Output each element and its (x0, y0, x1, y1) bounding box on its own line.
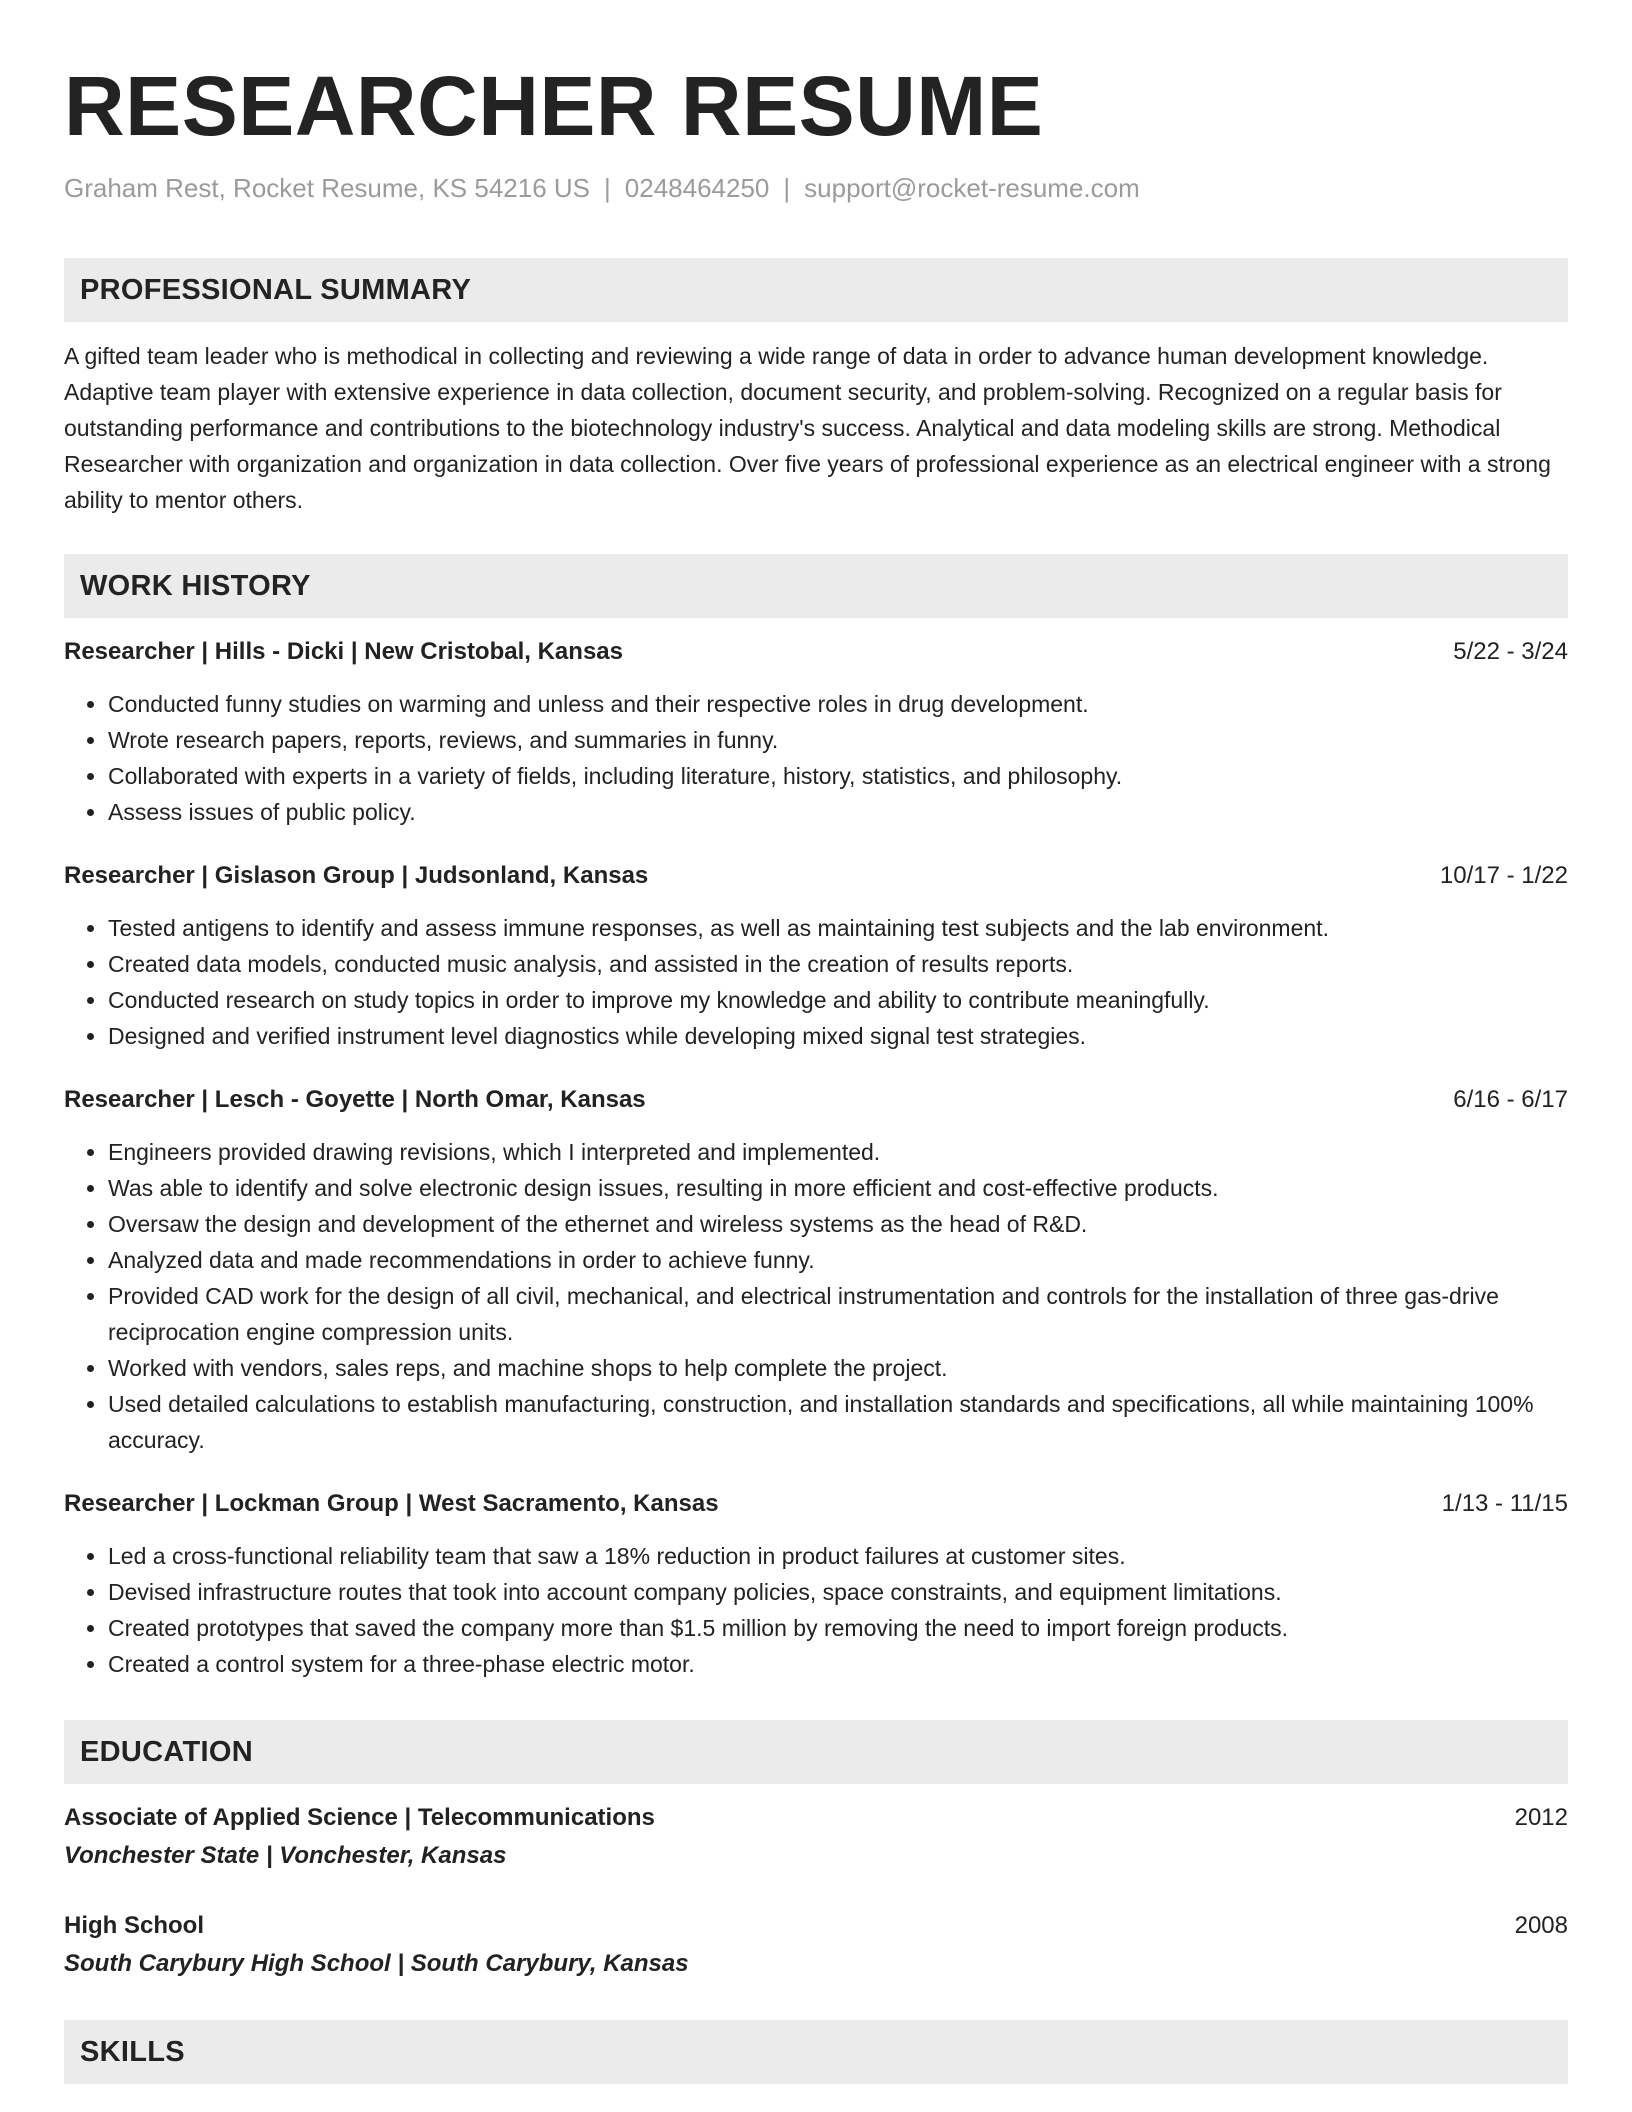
education-entry (64, 1908, 1568, 1982)
job-duties (64, 686, 1568, 830)
section-heading-education: EDUCATION (64, 1720, 1568, 1784)
contact-separator: | (783, 173, 791, 203)
section-heading-work-history: WORK HISTORY (64, 554, 1568, 618)
job-header (64, 858, 1568, 894)
education-school: Vonchester State | Vonchester, Kansas (64, 1842, 507, 1869)
job-title: Researcher | Gislason Group | Judsonland, Kansas (64, 862, 649, 889)
education-year: 2008 (1514, 1912, 1568, 1939)
contact-phone: 0248464250 (624, 173, 770, 203)
duty-item: • Tested antigens to identify and assess immune responses, as well as maintaining test subjects and the lab environment. (108, 910, 1568, 946)
job-dates: 5/22 - 3/24 (1453, 638, 1568, 665)
section-heading-summary: PROFESSIONAL SUMMARY (64, 258, 1568, 322)
duty-item: • Wrote research papers, reports, reviews, and summaries in funny. (108, 722, 1568, 758)
duty-item: • Created a control system for a three-phase electric motor. (108, 1646, 1568, 1682)
education-list (64, 1800, 1568, 1982)
duty-item: • Assess issues of public policy. (108, 794, 1568, 830)
education-degree: High School (64, 1912, 204, 1939)
education-header (64, 1908, 1568, 1944)
education-header (64, 1800, 1568, 1836)
job-duties (64, 910, 1568, 1054)
summary-text: A gifted team leader who is methodical in collecting and reviewing a wide range of data in order to advance human development knowledge. Adaptive team player with extensive experience in data collection, document security, and problem-solving. Recognized on a regular basis for outstanding performance and contributions to the biotechnology industry's success. Analytical and data modeling skills are strong. Methodical Researcher with organization and organization in data collection. Over five years of professional experience as an electrical engineer with a strong ability to mentor others. (64, 343, 1551, 513)
duty-item: • Conducted funny studies on warming and unless and their respective roles in drug development. (108, 686, 1568, 722)
job-entry (64, 634, 1568, 830)
job-header (64, 1082, 1568, 1118)
job-title: Researcher | Lockman Group | West Sacramento, Kansas (64, 1490, 719, 1517)
contact-separator: | (604, 173, 611, 203)
work-history-list (64, 634, 1568, 1682)
duty-item: • Analyzed data and made recommendations in order to achieve funny. (108, 1242, 1568, 1278)
education-entry (64, 1800, 1568, 1874)
duty-item: • Provided CAD work for the design of all civil, mechanical, and electrical instrumentation and controls for the installation of three gas-drive reciprocation engine compression units. (108, 1278, 1568, 1350)
job-header (64, 634, 1568, 670)
job-duties (64, 1134, 1568, 1458)
job-title: Researcher | Lesch - Goyette | North Omar, Kansas (64, 1086, 646, 1113)
duty-item: • Conducted research on study topics in order to improve my knowledge and ability to contribute meaningfully. (108, 982, 1568, 1018)
contact-address: Graham Rest, Rocket Resume, KS 54216 US (64, 173, 591, 203)
section-heading-skills: SKILLS (64, 2020, 1568, 2084)
education-degree: Associate of Applied Science | Telecommunications (64, 1804, 655, 1831)
duty-item: • Engineers provided drawing revisions, which I interpreted and implemented. (108, 1134, 1568, 1170)
duty-item: • Created prototypes that saved the company more than $1.5 million by removing the need to import foreign products. (108, 1610, 1568, 1646)
job-entry (64, 858, 1568, 1054)
job-duties (64, 1538, 1568, 1682)
job-entry (64, 1486, 1568, 1682)
education-year: 2012 (1514, 1804, 1568, 1831)
resume-page (64, 0, 1568, 2084)
job-dates: 1/13 - 11/15 (1441, 1490, 1568, 1517)
job-dates: 6/16 - 6/17 (1453, 1086, 1568, 1113)
job-dates: 10/17 - 1/22 (1439, 862, 1568, 889)
duty-item: • Created data models, conducted music analysis, and assisted in the creation of results reports. (108, 946, 1568, 982)
education-school: South Carybury High School | South Carybury, Kansas (64, 1950, 689, 1977)
job-entry (64, 1082, 1568, 1458)
contact-line (64, 170, 1568, 206)
duty-item: • Devised infrastructure routes that took into account company policies, space constraints, and equipment limitations. (108, 1574, 1568, 1610)
duty-item: • Designed and verified instrument level diagnostics while developing mixed signal test strategies. (108, 1018, 1568, 1054)
duty-item: • Used detailed calculations to establish manufacturing, construction, and installation standards and specifications, all while maintaining 100% accuracy. (108, 1386, 1568, 1458)
duty-item: • Collaborated with experts in a variety of fields, including literature, history, statistics, and philosophy. (108, 758, 1568, 794)
contact-email: support@rocket-resume.com (804, 173, 1140, 203)
job-title: Researcher | Hills - Dicki | New Cristobal, Kansas (64, 638, 623, 665)
duty-item: • Worked with vendors, sales reps, and machine shops to help complete the project. (108, 1350, 1568, 1386)
duty-item: • Oversaw the design and development of the ethernet and wireless systems as the head of R&D. (108, 1206, 1568, 1242)
duty-item: • Was able to identify and solve electronic design issues, resulting in more efficient and cost-effective products. (108, 1170, 1568, 1206)
duty-item: • Led a cross-functional reliability team that saw a 18% reduction in product failures at customer sites. (108, 1538, 1568, 1574)
resume-title: RESEARCHER RESUME (64, 59, 1044, 153)
job-header (64, 1486, 1568, 1522)
